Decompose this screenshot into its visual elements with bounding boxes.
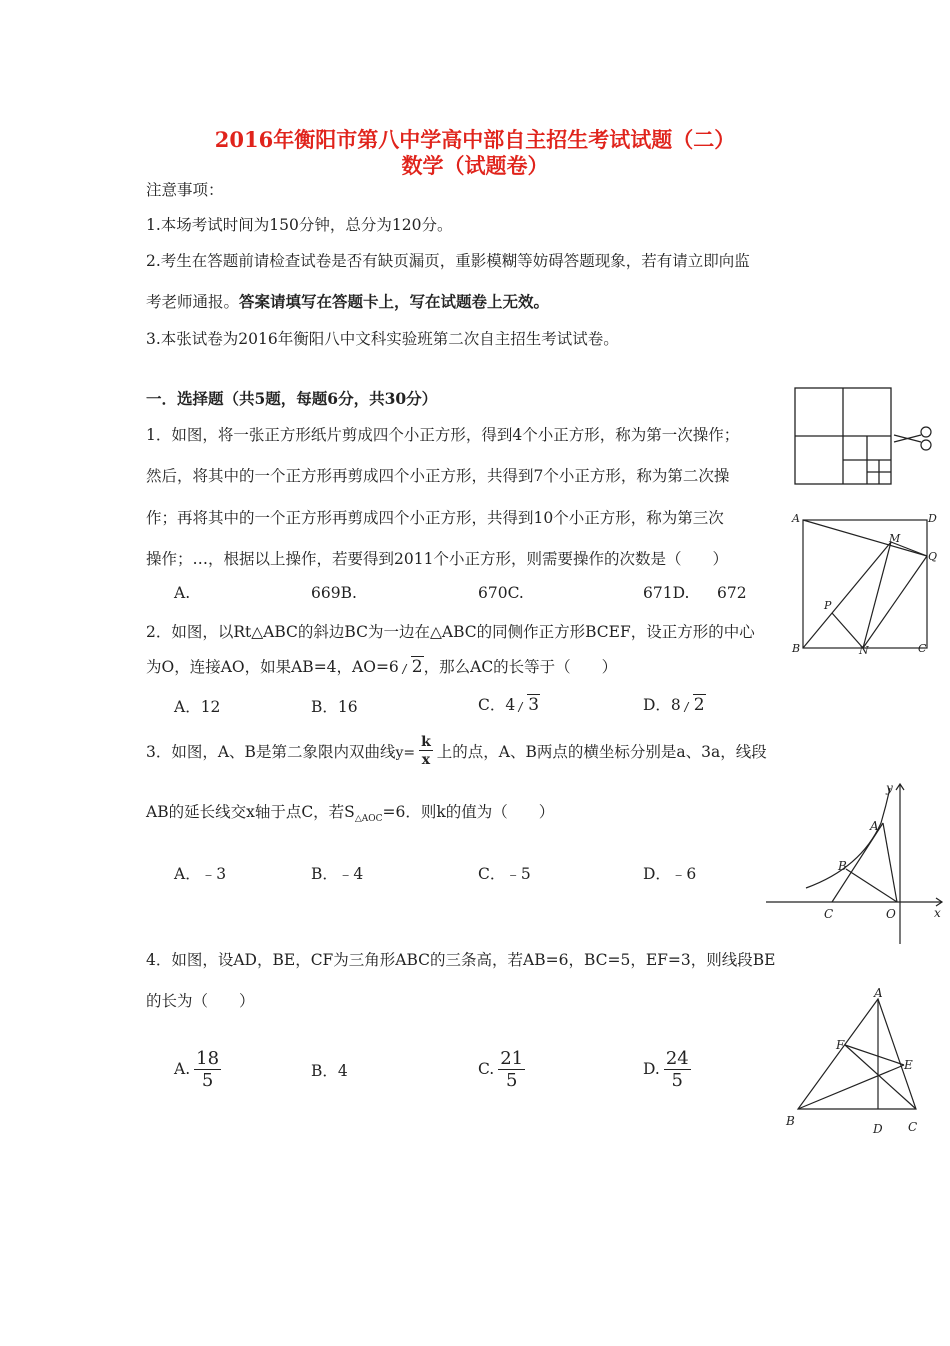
fig2-label-A: A bbox=[792, 512, 800, 525]
q3-fraction-k-over-x: $\frac{k}{x}$ bbox=[421, 734, 431, 768]
fig2-label-P: P bbox=[824, 599, 832, 612]
q2-line-2 bbox=[146, 655, 617, 677]
notes-item-2-bold: 答案请填写在答题卡上，写在试题卷上无效。 bbox=[239, 292, 550, 311]
fig4-label-B: B bbox=[786, 1114, 795, 1128]
q1-line-1: 1．如图，将一张正方形纸片剪成四个小正方形，得到4个小正方形，称为第一次操作； bbox=[146, 426, 740, 444]
q4-line-1: 4．如图，设AD，BE，CF为三角形ABC的三条高，若AB=6，BC=5，EF=3，则线段BE bbox=[146, 951, 776, 969]
fig3-label-A: A bbox=[870, 819, 879, 833]
fig2-label-Q: Q bbox=[928, 550, 938, 563]
notes-item-2-plain: 考老师通报。 bbox=[146, 293, 240, 311]
q1-option-0: A. bbox=[174, 584, 191, 602]
fig3-label-y: y bbox=[886, 781, 893, 795]
fig3-label-O: O bbox=[886, 907, 896, 921]
fig4-label-E: E bbox=[904, 1058, 913, 1072]
notes-item-2-line-2 bbox=[146, 290, 549, 312]
figure-q1-squares bbox=[790, 385, 935, 490]
q3-option-c: C．﹣5 bbox=[478, 865, 531, 883]
q4-option-d: D. $\frac{24}{5}$ bbox=[643, 1048, 689, 1091]
q4-option-b: B．4 bbox=[311, 1062, 348, 1080]
q3-line-1 bbox=[146, 734, 767, 769]
page-subtitle: 数学（试题卷） bbox=[401, 153, 549, 178]
q1-line-2: 然后，将其中的一个正方形再剪成四个小正方形，共得到7个小正方形，称为第二次操 bbox=[146, 467, 730, 485]
fig2-label-B: B bbox=[792, 642, 801, 655]
q1-line-4: 操作；…，根据以上操作，若要得到2011个小正方形，则需要操作的次数是（ ） bbox=[146, 550, 728, 568]
q2-option-d: D．8 2 bbox=[643, 695, 705, 715]
scissors-icon bbox=[894, 427, 931, 450]
q2-option-a: A．12 bbox=[174, 698, 221, 716]
figure-q2-square bbox=[788, 508, 943, 660]
fig2-label-M: M bbox=[889, 532, 901, 545]
notes-item-3: 3.本张试卷为2016年衡阳八中文科实验班第二次自主招生考试试卷。 bbox=[146, 330, 619, 348]
fig2-label-C: C bbox=[918, 642, 927, 655]
q2-line-1: 2．如图，以Rt△ABC的斜边BC为一边在△ABC的同侧作正方形BCEF，设正方形的中心 bbox=[146, 623, 755, 641]
page-title: 2016年衡阳市第八中学高中部自主招生考试试题（二） bbox=[214, 127, 736, 152]
fig3-label-x: x bbox=[934, 906, 941, 920]
q4-line-2: 的长为（ ） bbox=[146, 992, 255, 1010]
notes-heading: 注意事项： bbox=[146, 181, 224, 199]
figure-q3-hyperbola bbox=[766, 778, 946, 946]
fig2-label-D: D bbox=[928, 512, 937, 525]
figure-q4-triangle bbox=[782, 985, 932, 1140]
q1-option-2: 670C. bbox=[478, 584, 524, 602]
q2-line-2-b: ，那么AC的长等于（ ） bbox=[423, 658, 618, 676]
q1-option-3: 671D. bbox=[643, 584, 690, 602]
q2-option-b: B．16 bbox=[311, 698, 358, 716]
q3-option-b: B．﹣4 bbox=[311, 865, 364, 883]
q4-option-c: C. $\frac{21}{5}$ bbox=[478, 1048, 524, 1091]
q3-y-equals: y= bbox=[395, 745, 416, 761]
notes-item-2-line-1: 2.考生在答题前请检查试卷是否有缺页漏页，重影模糊等妨碍答题现象，若有请立即向监 bbox=[146, 252, 750, 270]
fig4-label-C: C bbox=[908, 1120, 918, 1134]
fig3-label-C: C bbox=[824, 907, 834, 921]
q3-option-d: D．﹣6 bbox=[643, 865, 697, 883]
q2-line-2-a: 为O，连接AO，如果AB=4，AO=6 bbox=[146, 658, 399, 676]
fig3-label-B: B bbox=[838, 859, 847, 873]
q4-option-a: A. $\frac{18}{5}$ bbox=[174, 1048, 220, 1091]
q1-option-1: 669B. bbox=[311, 584, 357, 602]
fig4-label-A: A bbox=[874, 986, 883, 1000]
q2-sqrt-ao: 2 bbox=[399, 657, 424, 677]
notes-item-1: 1.本场考试时间为150分钟，总分为120分。 bbox=[146, 216, 453, 234]
section-heading: 一．选择题（共5题，每题6分，共30分） bbox=[146, 389, 438, 408]
q2-option-c: C．4 3 bbox=[478, 695, 540, 715]
q3-option-a: A．﹣3 bbox=[174, 865, 227, 883]
fig4-label-F: F bbox=[836, 1038, 845, 1052]
q1-line-3: 作；再将其中的一个正方形再剪成四个小正方形，共得到10个小正方形，称为第三次 bbox=[146, 509, 724, 527]
q1-option-4: 672 bbox=[717, 584, 747, 602]
q3-line-2: AB的延长线交x轴于点C，若$S_{\triangle AOC}=6$．则k的值为（ ） bbox=[146, 803, 555, 825]
fig4-label-D: D bbox=[873, 1122, 883, 1136]
fig2-label-N: N bbox=[859, 644, 869, 657]
q3-line-1-a: 3．如图，A、B是第二象限内双曲线 bbox=[146, 743, 396, 761]
q3-line-1-b: 上的点，A、B两点的横坐标分别是a、3a，线段 bbox=[436, 743, 767, 761]
